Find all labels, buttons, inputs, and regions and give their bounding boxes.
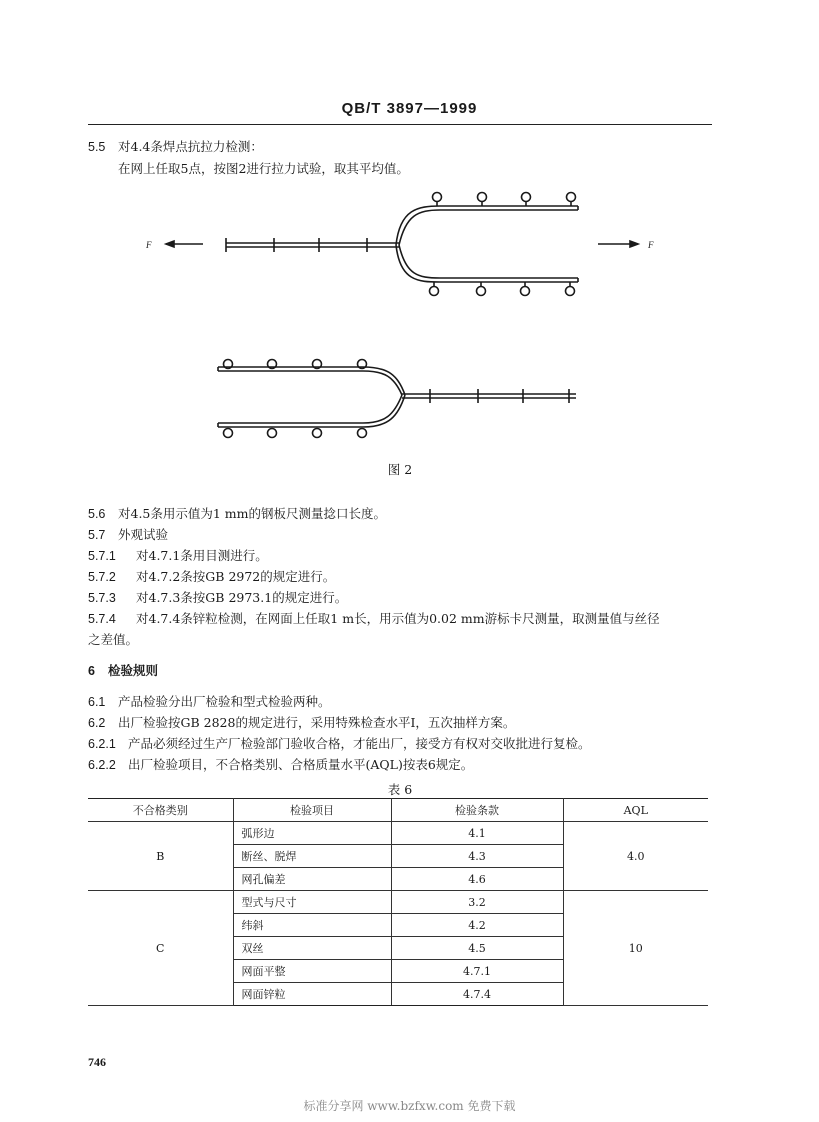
section-text: 对4.7.4条锌粒检测，在网面上任取1 m长，用示值为0.02 mm游标卡尺测量，取测量值与丝径	[136, 611, 660, 626]
table-6-title: 表 6	[387, 782, 413, 797]
header-rule	[88, 124, 712, 125]
section-number: 6.2	[88, 716, 106, 730]
clause-cell: 4.7.1	[391, 960, 563, 983]
table-header-row	[88, 799, 708, 822]
section-text: 外观试验	[118, 527, 169, 542]
clause-cell: 4.3	[391, 845, 563, 868]
aql-cell: 4.0	[563, 822, 708, 891]
section-text: 产品必须经过生产厂检验部门验收合格，才能出厂，接受方有权对交收批进行复检。	[128, 736, 591, 751]
category-cell: C	[88, 891, 233, 1006]
section-number: 5.7.1	[88, 549, 116, 563]
section-number: 5.6	[88, 507, 106, 521]
table-row	[88, 891, 708, 914]
item-cell: 纬斜	[233, 914, 391, 937]
section-number: 5.5	[88, 140, 106, 154]
figure-bottom-specimen	[218, 360, 576, 438]
figure-top-specimen	[166, 193, 638, 296]
section-text: 对4.7.1条用目测进行。	[136, 548, 268, 563]
section-number: 6.2.1	[88, 737, 116, 751]
section-text: 对4.4条焊点抗拉力检测：	[118, 139, 263, 154]
header-aql: AQL	[563, 799, 708, 822]
section-6-1	[88, 694, 331, 710]
section-5-7-4-continued: 之差值。	[88, 632, 139, 647]
section-5-6	[88, 506, 386, 522]
section-number: 5.7.4	[88, 612, 116, 626]
section-number: 6	[88, 664, 95, 678]
item-cell: 网面平整	[233, 960, 391, 983]
section-6-heading	[88, 663, 158, 679]
item-cell: 网孔偏差	[233, 868, 391, 891]
header-item: 检验项目	[233, 799, 391, 822]
section-5-5-body: 在网上任取5点，按图2进行拉力试验，取其平均值。	[118, 161, 409, 176]
force-label-left: F	[146, 240, 152, 250]
section-5-5	[88, 139, 263, 155]
header-clause: 检验条款	[391, 799, 563, 822]
item-cell: 双丝	[233, 937, 391, 960]
aql-cell: 10	[563, 891, 708, 1006]
figure-2	[88, 185, 712, 465]
section-text: 出厂检验项目，不合格类别、合格质量水平(AQL)按表6规定。	[128, 757, 474, 772]
section-text: 出厂检验按GB 2828的规定进行，采用特殊检查水平Ⅰ，五次抽样方案。	[118, 715, 516, 730]
section-6-2-2	[88, 757, 473, 773]
document-code: QB/T 3897—1999	[341, 100, 478, 117]
clause-cell: 4.5	[391, 937, 563, 960]
section-number: 5.7	[88, 528, 106, 542]
clause-cell: 4.7.4	[391, 983, 563, 1006]
table-6	[88, 798, 708, 1006]
section-5-7	[88, 527, 168, 543]
item-cell: 型式与尺寸	[233, 891, 391, 914]
clause-cell: 4.1	[391, 822, 563, 845]
section-text: 对4.7.3条按GB 2973.1的规定进行。	[136, 590, 348, 605]
section-text: 对4.5条用示值为1 mm的钢板尺测量捻口长度。	[118, 506, 387, 521]
section-text: 检验规则	[108, 663, 159, 678]
figure-caption: 图 2	[387, 462, 413, 477]
section-text: 对4.7.2条按GB 2972的规定进行。	[136, 569, 336, 584]
header-category: 不合格类别	[88, 799, 233, 822]
item-cell: 网面锌粒	[233, 983, 391, 1006]
section-6-2-1	[88, 736, 591, 752]
section-6-2	[88, 715, 515, 731]
section-number: 5.7.2	[88, 570, 116, 584]
category-cell: B	[88, 822, 233, 891]
clause-cell: 4.6	[391, 868, 563, 891]
item-cell: 断丝、脱焊	[233, 845, 391, 868]
section-text: 产品检验分出厂检验和型式检验两种。	[118, 694, 331, 709]
section-number: 5.7.3	[88, 591, 116, 605]
section-5-7-1	[88, 548, 268, 564]
section-5-7-3	[88, 590, 347, 606]
section-5-7-2	[88, 569, 335, 585]
section-number: 6.2.2	[88, 758, 116, 772]
force-label-right: F	[648, 240, 654, 250]
page-number: 746	[88, 1055, 106, 1069]
clause-cell: 4.2	[391, 914, 563, 937]
item-cell: 弧形边	[233, 822, 391, 845]
clause-cell: 3.2	[391, 891, 563, 914]
table-row	[88, 822, 708, 845]
section-number: 6.1	[88, 695, 106, 709]
section-5-7-4	[88, 611, 660, 627]
footer-watermark: 标准分享网 www.bzfxw.com 免费下载	[303, 1099, 516, 1113]
